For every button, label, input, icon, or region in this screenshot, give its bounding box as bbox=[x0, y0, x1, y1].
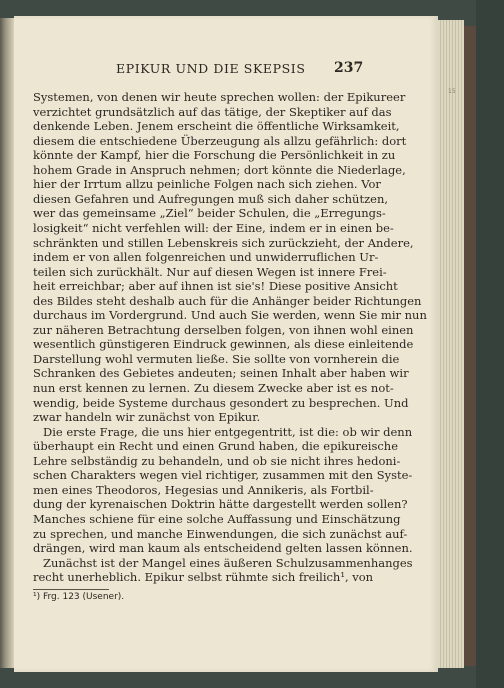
page-number: 237 bbox=[334, 60, 364, 76]
text-line: drängen, wird man kaum als entscheidend gelten lassen können. bbox=[33, 541, 413, 555]
text-line: heit erreichbar; aber auf ihnen ist sie's! Diese positive Ansicht bbox=[33, 279, 398, 294]
text-line: recht unerheblich. Epikur selbst rühmte sich freilich¹, von bbox=[33, 570, 374, 585]
text-line: diesem die entschiedene Überzeugung als allzu gefährlich: dort bbox=[33, 133, 407, 148]
text-line: teilen sich zurückhält. Nur auf diesen Wegen ist innere Frei- bbox=[33, 264, 387, 279]
text-line: dung der kyrenaischen Doktrin hätte dargestellt werden sollen? bbox=[33, 497, 408, 512]
text-line: durchaus im Vordergrund. Und auch Sie werden, wenn Sie mir nun bbox=[33, 308, 427, 323]
text-line: Schranken des Gebietes andeuten; seinen Inhalt aber haben wir bbox=[33, 366, 409, 381]
edge-mark: 15 bbox=[448, 88, 456, 95]
footnote-rule bbox=[33, 589, 109, 590]
text-line: wesentlich günstigeren Eindruck gewinnen, als diese einleitende bbox=[33, 337, 414, 352]
text-line: zur näheren Betrachtung derselben folgen, von ihnen wohl einen bbox=[33, 322, 414, 337]
text-line: könnte der Kampf, hier die Forschung die Persönlichkeit in zu bbox=[33, 148, 396, 163]
text-line: wer das gemeinsame „Ziel“ beider Schulen, die „Erregungs- bbox=[33, 206, 386, 221]
text-line: Manches schiene für eine solche Auffassung und Einschätzung bbox=[33, 512, 401, 526]
text-line: losigkeit“ nicht verfehlen will: der Eine, indem er in einen be- bbox=[33, 221, 394, 235]
text-line: Lehre selbständig zu behandeln, und ob sie nicht ihres hedoni- bbox=[33, 453, 401, 468]
text-line: Die erste Frage, die uns hier entgegentritt, ist die: ob wir denn bbox=[43, 424, 413, 439]
text-line: indem er von allen folgenreichen und unwiderruflichen Ur- bbox=[33, 250, 379, 265]
text-line: Systemen, von denen wir heute sprechen wollen: der Epikureer bbox=[33, 90, 406, 104]
text-line: hier der Irrtum allzu peinliche Folgen nach sich ziehen. Vor bbox=[33, 177, 381, 192]
text-line: zwar handeln wir zunächst von Epikur. bbox=[33, 410, 261, 425]
running-title: EPIKUR UND DIE SKEPSIS bbox=[116, 61, 306, 76]
text-line: men eines Theodoros, Hegesias und Annikeris, als Fortbil- bbox=[33, 482, 374, 497]
text-line: nun erst kennen zu lernen. Zu diesem Zwecke aber ist es not- bbox=[33, 381, 394, 395]
text-line: überhaupt ein Recht und einen Grund haben, die epikureische bbox=[33, 439, 399, 454]
background-right bbox=[476, 0, 504, 688]
book-cover-edge bbox=[464, 26, 476, 666]
text-line: Darstellung wohl vermuten ließe. Sie sollte von vornherein die bbox=[33, 351, 400, 366]
text-line: verzichtet grundsätzlich auf das tätige, der Skeptiker auf das bbox=[33, 104, 392, 119]
page-stack-edges bbox=[438, 20, 464, 668]
text-line: schen Charakters wegen viel richtiger, zusammen mit den Syste- bbox=[33, 468, 413, 483]
footnote: ¹) Frg. 123 (Usener). bbox=[33, 591, 125, 602]
text-line: diesen Gefahren und Aufregungen muß sich daher schützen, bbox=[33, 191, 389, 206]
text-line: des Bildes steht deshalb auch für die Anhänger beider Richtungen bbox=[33, 293, 422, 308]
text-line: hohem Grade in Anspruch nehmen; dort könnte die Niederlage, bbox=[33, 162, 406, 177]
text-line: wendig, beide Systeme durchaus gesondert zu besprechen. Und bbox=[33, 395, 409, 410]
text-line: Zunächst ist der Mangel eines äußeren Schulzusammenhanges bbox=[43, 555, 413, 570]
text-line: schränkten und stillen Lebenskreis sich zurückzieht, der Andere, bbox=[33, 235, 414, 250]
text-line: zu sprechen, und manche Einwendungen, die sich zunächst auf- bbox=[33, 526, 408, 541]
left-page-edge bbox=[0, 18, 14, 668]
text-line: denkende Leben. Jenem erscheint die öffentliche Wirksamkeit, bbox=[33, 119, 400, 134]
